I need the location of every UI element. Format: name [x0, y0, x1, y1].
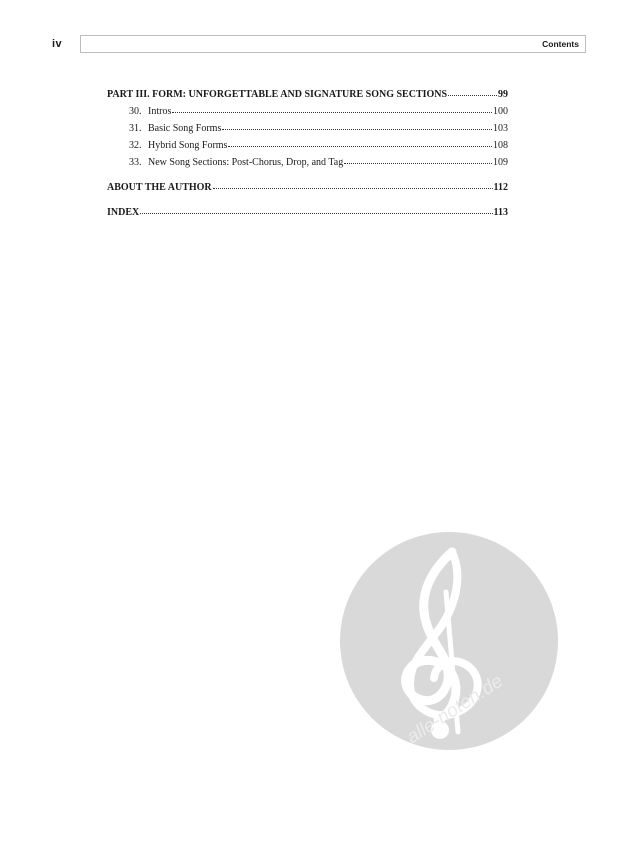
running-title: Contents: [542, 39, 579, 49]
page-number: iv: [52, 38, 63, 50]
toc-chapter-number: 30.: [129, 106, 142, 117]
toc-entry-label: Intros: [148, 106, 172, 117]
toc-entry-page: 100: [493, 106, 508, 117]
watermark: [340, 532, 558, 750]
dot-leader: [448, 94, 497, 96]
running-header: [80, 35, 586, 53]
toc-entry-page: 103: [493, 123, 508, 134]
toc-entry-label: Hybrid Song Forms: [148, 140, 228, 151]
toc-entry-page: 108: [493, 140, 508, 151]
toc-entry-page: 112: [493, 182, 508, 193]
toc-entry-label: ABOUT THE AUTHOR: [107, 182, 212, 193]
toc-entry-page: 109: [493, 157, 508, 168]
watermark-text: alle-noten.de: [403, 670, 507, 749]
toc-chapter-entry[interactable]: [107, 103, 508, 120]
treble-clef-icon: [340, 532, 558, 750]
toc-chapter-number: 31.: [129, 123, 142, 134]
dot-leader: [172, 111, 492, 113]
dot-leader: [344, 162, 492, 164]
toc-entry-page: 113: [493, 207, 508, 218]
toc-index-entry[interactable]: [107, 204, 508, 221]
toc-entry-label: INDEX: [107, 207, 140, 218]
toc-part-entry[interactable]: [107, 86, 508, 103]
toc-chapter-number: 33.: [129, 157, 142, 168]
toc-chapter-number: 32.: [129, 140, 142, 151]
toc-chapter-entry[interactable]: [107, 137, 508, 154]
toc-chapter-entry[interactable]: [107, 154, 508, 171]
dot-leader: [228, 145, 492, 147]
dot-leader: [140, 212, 492, 214]
dot-leader: [213, 187, 493, 189]
toc-entry-label: Basic Song Forms: [148, 123, 222, 134]
dot-leader: [222, 128, 492, 130]
table-of-contents: [107, 86, 508, 221]
toc-about-entry[interactable]: [107, 179, 508, 196]
toc-entry-label: PART III. FORM: UNFORGETTABLE AND SIGNATURE SONG SECTIONS: [107, 89, 448, 100]
toc-entry-label: New Song Sections: Post-Chorus, Drop, and Tag: [148, 157, 344, 168]
toc-entry-page: 99: [498, 89, 508, 100]
toc-chapter-entry[interactable]: [107, 120, 508, 137]
